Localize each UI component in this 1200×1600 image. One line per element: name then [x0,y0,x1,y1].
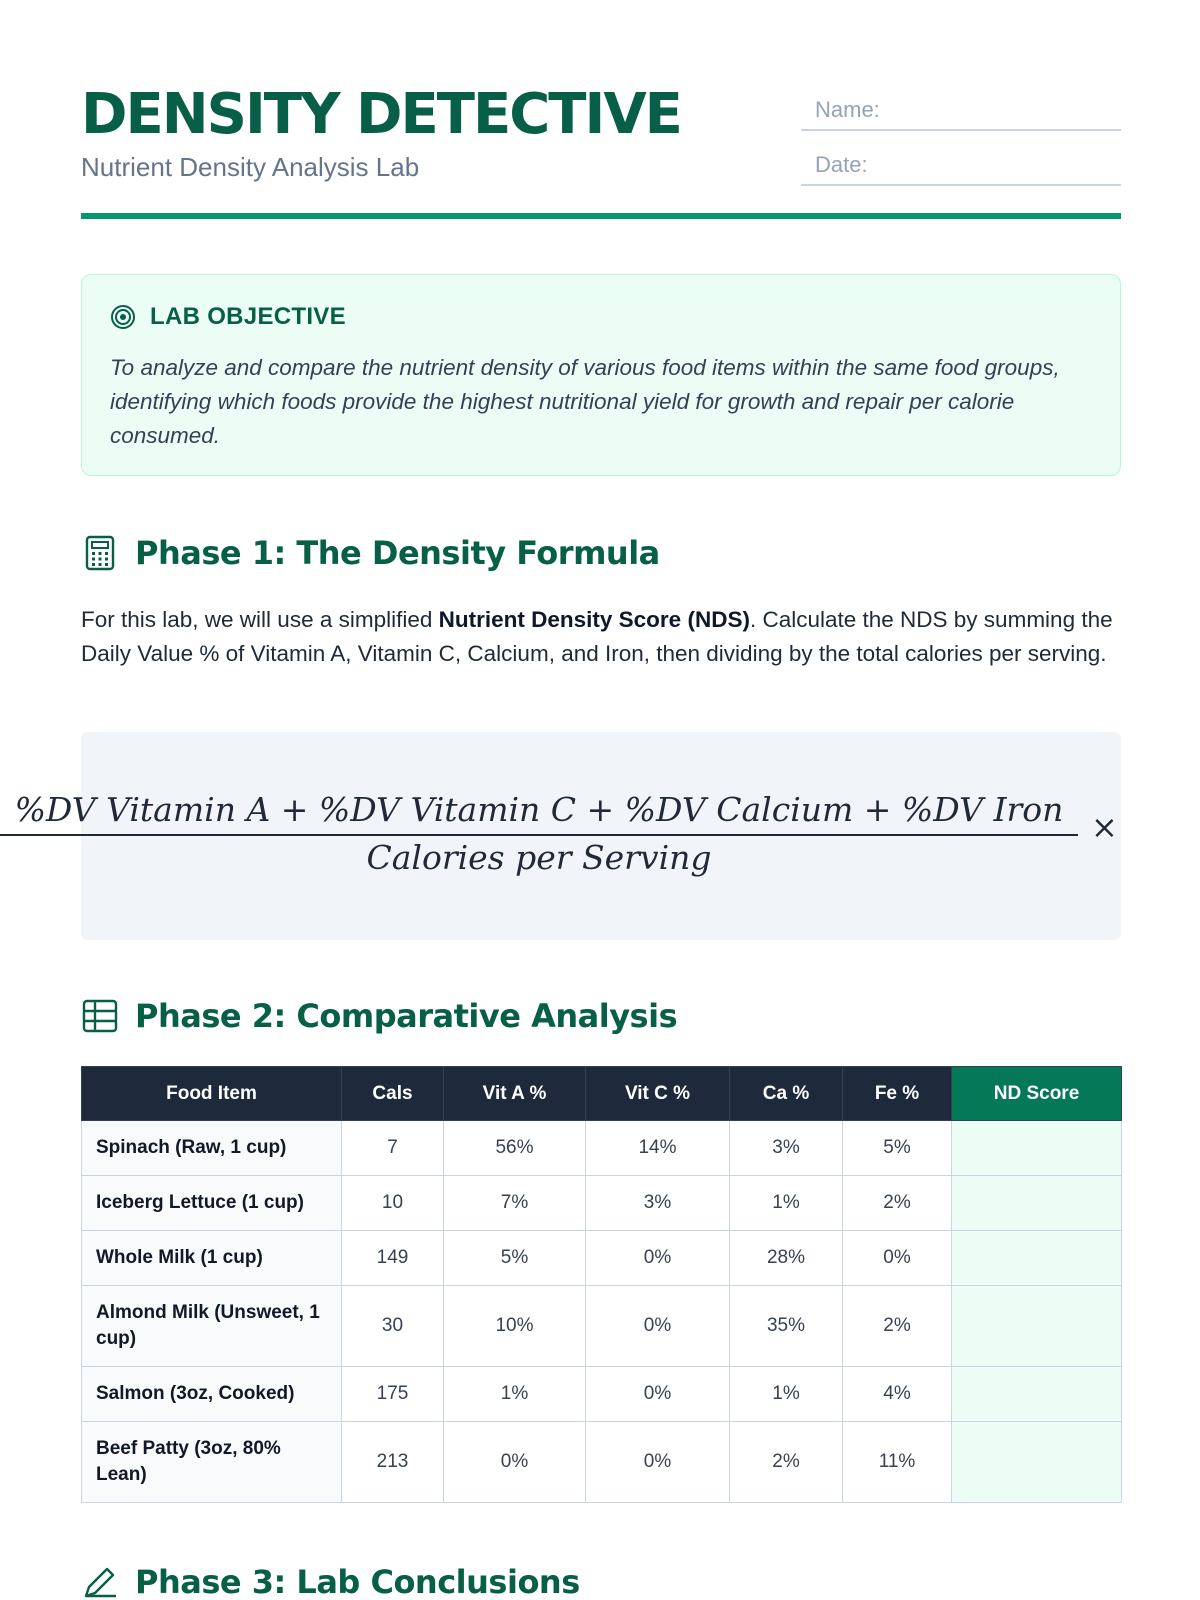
vitc-cell: 0% [586,1286,730,1367]
table-icon [81,997,119,1035]
phase1-heading [81,534,660,572]
col-iron: Fe % [843,1067,952,1121]
fe-cell: 2% [843,1286,952,1367]
cals-cell: 7 [342,1121,444,1176]
col-vit-a: Vit A % [444,1067,586,1121]
food-name: Spinach (Raw, 1 cup) [82,1121,342,1176]
score-input-cell[interactable] [952,1121,1122,1176]
formula-times-sign: × [1091,808,1118,846]
score-input-cell[interactable] [952,1176,1122,1231]
ca-cell: 1% [730,1176,843,1231]
date-label: Date: [815,152,868,177]
vitc-cell: 0% [586,1231,730,1286]
fe-cell: 0% [843,1231,952,1286]
date-field[interactable] [801,142,1121,186]
header-divider [81,213,1121,219]
score-input-cell[interactable] [952,1286,1122,1367]
phase2-title: Phase 2: Comparative Analysis [135,997,678,1035]
page-title: DENSITY DETECTIVE [81,82,681,147]
page-subtitle: Nutrient Density Analysis Lab [81,152,420,182]
table-row [82,1231,1122,1286]
ca-cell: 3% [730,1121,843,1176]
name-label: Name: [815,97,880,122]
vitc-cell: 14% [586,1121,730,1176]
cals-cell: 149 [342,1231,444,1286]
fe-cell: 4% [843,1367,952,1422]
pencil-icon [81,1563,119,1600]
fe-cell: 2% [843,1176,952,1231]
nds-formula [0,762,1119,882]
food-name: Whole Milk (1 cup) [82,1231,342,1286]
vita-cell: 56% [444,1121,586,1176]
score-input-cell[interactable] [952,1367,1122,1422]
vita-cell: 0% [444,1422,586,1503]
objective-title: LAB OBJECTIVE [150,303,346,330]
phase1-intro [81,603,1121,671]
target-icon [110,304,136,330]
col-nd-score: ND Score [952,1067,1122,1121]
phase1-title: Phase 1: The Density Formula [135,534,660,572]
food-name: Beef Patty (3oz, 80% Lean) [82,1422,342,1503]
name-field[interactable] [801,87,1121,131]
fe-cell: 11% [843,1422,952,1503]
ca-cell: 35% [730,1286,843,1367]
food-name: Salmon (3oz, Cooked) [82,1367,342,1422]
intro-bold-term: Nutrient Density Score (NDS) [438,607,750,632]
col-food-item: Food Item [82,1067,342,1121]
vita-cell: 5% [444,1231,586,1286]
phase3-title: Phase 3: Lab Conclusions [135,1563,580,1600]
col-vit-c: Vit C % [586,1067,730,1121]
lab-objective-box [81,274,1121,476]
vitc-cell: 0% [586,1367,730,1422]
cals-cell: 213 [342,1422,444,1503]
ca-cell: 28% [730,1231,843,1286]
table-row [82,1121,1122,1176]
phase3-heading [81,1563,580,1600]
fe-cell: 5% [843,1121,952,1176]
intro-text-end: . Calculate the NDS by summing the Daily Value % of Vitamin A, Vitamin C, Calcium, and Iron, then dividing by the total calories per serving. [81,607,1113,666]
phase2-heading [81,997,677,1035]
nutrient-table [81,1066,1122,1503]
table-row [82,1422,1122,1503]
vitc-cell: 0% [586,1422,730,1503]
formula-denominator: Calories per Serving [366,838,712,877]
table-row [82,1176,1122,1231]
formula-numerator: %DV Vitamin A + %DV Vitamin C + %DV Calcium + %DV Iron [14,790,1064,829]
cals-cell: 175 [342,1367,444,1422]
table-header-row [82,1067,1122,1121]
header [81,0,1121,220]
score-input-cell[interactable] [952,1231,1122,1286]
col-calcium: Ca % [730,1067,843,1121]
objective-text: To analyze and compare the nutrient density of various food items within the same food groups, identifying which foods provide the highest nutritional yield for growth and repair per calorie consumed. [110,355,1060,448]
fraction-bar [0,834,1078,836]
cals-cell: 10 [342,1176,444,1231]
food-name: Almond Milk (Unsweet, 1 cup) [82,1286,342,1367]
calculator-icon [81,534,119,572]
vita-cell: 10% [444,1286,586,1367]
table-row [82,1286,1122,1367]
col-cals: Cals [342,1067,444,1121]
vita-cell: 1% [444,1367,586,1422]
vitc-cell: 3% [586,1176,730,1231]
table-row [82,1367,1122,1422]
ca-cell: 1% [730,1367,843,1422]
score-input-cell[interactable] [952,1422,1122,1503]
cals-cell: 30 [342,1286,444,1367]
food-name: Iceberg Lettuce (1 cup) [82,1176,342,1231]
worksheet-page [81,0,1121,666]
objective-heading [110,303,346,331]
vita-cell: 7% [444,1176,586,1231]
intro-text-start: For this lab, we will use a simplified [81,607,439,632]
ca-cell: 2% [730,1422,843,1503]
